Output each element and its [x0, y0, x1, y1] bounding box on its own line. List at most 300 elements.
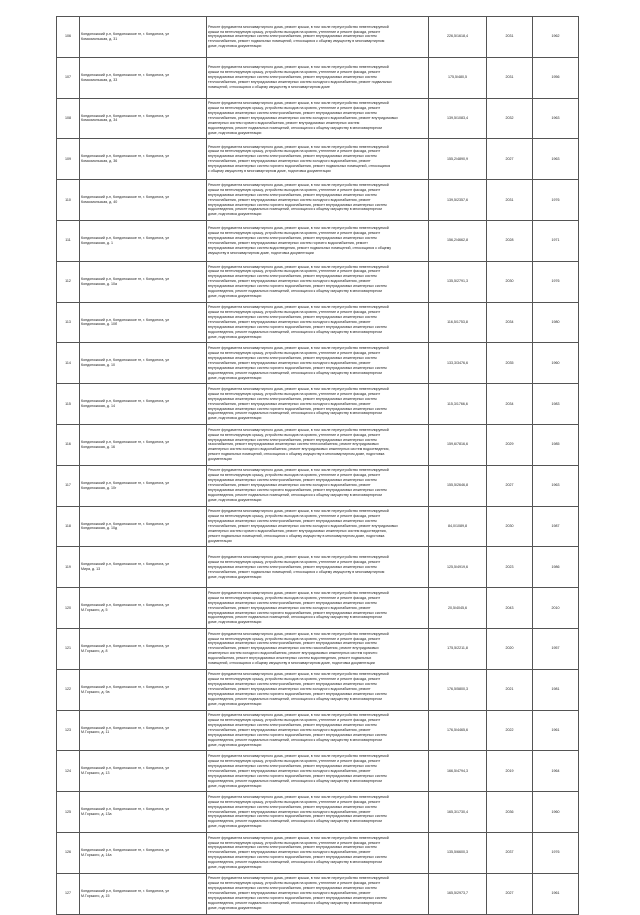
works-line: теплоснабжения, ремонт внутридомовых инженерных систем холодного водоснабжения, ремонт: [208, 850, 371, 855]
works-line: доме, подготовка документации: [208, 905, 262, 910]
address-cell: [80, 57, 207, 98]
address-line: Комсомольская, д. 40: [81, 200, 118, 205]
year-built-cell: 1961: [533, 873, 579, 914]
works-line: водоотведения, ремонт подвальных помещений, относящихся к общему имуществу в многоквартирном: [208, 819, 382, 824]
table-row: [57, 873, 579, 914]
address-cell: [80, 710, 207, 751]
address-line: Кондопожский р-н, Кондопожское гп, г. Кондопога, ул: [81, 521, 170, 526]
works-line: внутридомовых инженерных систем горячего водоснабжения, ремонт внутридомовых инженерных систем: [208, 284, 387, 289]
works-line: крыши на вентилируемую крышу, устройство выходов на кровлю, утепление и ремонт фасада, ремонт: [208, 595, 381, 600]
address-line: Кондопожский р-н, Кондопожское гп, г. Кондопога, ул: [81, 195, 170, 200]
address-line: М.Горького, д. 13: [81, 771, 110, 776]
works-line: крыши на вентилируемую крышу, устройство выходов на кровлю, утепление и ремонт фасада, ремонт: [208, 70, 381, 75]
works-line: доме, подготовка документации: [208, 212, 262, 217]
address-line: Комсомольская, д. 36: [81, 159, 118, 164]
works-line: Ремонт фундамента многоквартирного дома, ремонт крыши, в том числе переустройство невентилируемой: [208, 24, 389, 29]
row-number-cell: 115: [57, 384, 80, 425]
address-line: Кондопожский р-н, Кондопожское гп, г. Кондопога, ул: [81, 72, 170, 77]
works-cell: [207, 710, 429, 751]
works-line: документации: [208, 538, 232, 543]
table-row: [57, 547, 579, 588]
row-number-cell: 106: [57, 17, 80, 58]
address-line: Кондопожский р-н, Кондопожское гп, г. Кондопога, ул: [81, 113, 170, 118]
row-number-cell: 112: [57, 261, 80, 302]
works-line: крыши на вентилируемую крышу, устройство выходов на кровлю, утепление и ремонт фасада, ремонт: [208, 391, 381, 396]
address-line: Комсомольская, д. 34: [81, 118, 118, 123]
address-line: М.Горького, д. 14а: [81, 852, 112, 857]
works-line: Ремонт фундамента многоквартирного дома, ремонт крыши, в том числе переустройство невентилируемой: [208, 754, 389, 759]
works-line: доме, подготовка документации: [208, 416, 262, 421]
works-line: внутридомовых инженерных систем горячего водоснабжения, ремонт внутридомовых инженерных систем: [208, 406, 387, 411]
year-planned-cell: 2023: [487, 547, 533, 588]
works-line: теплоснабжения, ремонт подвальных помещений, относящихся к общему имуществу в многоквартирном: [208, 569, 385, 574]
works-line: инженерных систем горячего водоснабжения, ремонт внутридомовых инженерных систем: [208, 120, 360, 125]
works-line: инженерных систем горячего водоснабжения, ремонт внутридомовых инженерных систем водоотведения,: [208, 528, 387, 533]
year-built-cell: 1971: [533, 220, 579, 261]
table-row: [57, 261, 579, 302]
address-line: Мира, д. 13: [81, 567, 101, 572]
year-built-cell: 2010: [533, 588, 579, 629]
area-cell: 175,5/480,5: [429, 57, 487, 98]
works-line: крыши на вентилируемую крышу, устройство выходов на кровлю, утепление и ремонт фасада, ремонт: [208, 559, 381, 564]
works-line: доме, подготовка документации: [208, 574, 262, 579]
works-cell: [207, 751, 429, 792]
address-line: Кондопожская, д. 10д: [81, 526, 118, 531]
address-line: Кондопожский р-н, Кондопожское гп, г. Кондопога, ул: [81, 847, 170, 852]
address-cell: [80, 751, 207, 792]
works-line: внутридомовых инженерных систем горячего водоснабжения, ремонт внутридомовых инженерных систем: [208, 488, 387, 493]
works-line: помещений, относящихся к общему имуществу в многоквартирном доме, подготовка документации: [208, 661, 375, 666]
table-row: [57, 588, 579, 629]
works-line: Ремонт фундамента многоквартирного дома, ремонт крыши, в том числе переустройство невентилируемой: [208, 794, 389, 799]
works-line: теплоснабжения, ремонт подвальных помещений, относящихся к общему имуществу в многоквартирном: [208, 39, 385, 44]
address-line: Кондопожская, д. 1: [81, 240, 113, 245]
table-row: [57, 628, 579, 669]
works-line: внутридомовых инженерных систем электроснабжения, ремонт внутридомовых инженерных систем: [208, 274, 377, 279]
row-number-cell: 116: [57, 424, 80, 465]
works-cell: [207, 424, 429, 465]
address-cell: [80, 669, 207, 710]
address-cell: [80, 506, 207, 547]
address-cell: [80, 17, 207, 58]
works-line: водоотведения, ремонт подвальных помещений, относящихся к общему имуществу в многоквартирном: [208, 370, 382, 375]
works-line: Ремонт фундамента многоквартирного дома, ремонт крыши, в том числе переустройство невентилируемой: [208, 509, 389, 514]
table-row: [57, 139, 579, 180]
year-planned-cell: 2031: [487, 17, 533, 58]
works-line: теплоснабжения, ремонт внутридомовых инженерных систем холодного водоснабжения, ремонт: [208, 401, 371, 406]
year-built-cell: 1963: [533, 139, 579, 180]
works-line: внутридомовых инженерных систем электроснабжения, ремонт внутридомовых инженерных систем: [208, 682, 377, 687]
works-cell: [207, 343, 429, 384]
works-line: Ремонт фундамента многоквартирного дома, ремонт крыши, в том числе переустройство невентилируемой: [208, 386, 389, 391]
works-line: внутридомовых инженерных систем горячего водоснабжения, ремонт внутридомовых инженерных систем: [208, 692, 387, 697]
works-line: внутридомовых инженерных систем электроснабжения, ремонт внутридомовых инженерных систем: [208, 886, 377, 891]
row-number-cell: 110: [57, 180, 80, 221]
works-line: внутридомовых инженерных систем электроснабжения, ремонт внутридомовых инженерных систем: [208, 564, 377, 569]
works-line: доме, подготовка документации: [208, 824, 262, 829]
address-line: Кондопожский р-н, Кондопожское гп, г. Кондопога, ул: [81, 154, 170, 159]
address-line: М.Горького, д. 5: [81, 608, 108, 613]
area-cell: 135,5/2791,3: [429, 261, 487, 302]
address-cell: [80, 220, 207, 261]
address-line: Кондопожская, д. 10: [81, 363, 115, 368]
address-line: Кондопожский р-н, Кондопожское гп, г. Кондопога, ул: [81, 31, 170, 36]
works-cell: [207, 669, 429, 710]
works-line: теплоснабжения, ремонт внутридомовых инженерных систем холодного водоснабжения, ремонт: [208, 159, 371, 164]
works-line: теплоснабжения, ремонт внутридомовых инженерных систем холодного водоснабжения, ремонт: [208, 279, 371, 284]
area-cell: 139,5/1083,4: [429, 98, 487, 139]
address-line: М.Горького, д. 11: [81, 730, 110, 735]
year-planned-cell: 2021: [487, 669, 533, 710]
area-cell: 165,3/1730,4: [429, 792, 487, 833]
works-line: внутридомовых инженерных систем электроснабжения, ремонт внутридомовых инженерных систем: [208, 192, 377, 197]
works-line: доме, подготовка документации: [208, 130, 262, 135]
works-cell: [207, 832, 429, 873]
works-line: внутридомовых инженерных систем электроснабжения, ремонт внутридомовых инженерных систем: [208, 600, 377, 605]
table-row: [57, 792, 579, 833]
address-cell: [80, 628, 207, 669]
row-number-cell: 113: [57, 302, 80, 343]
address-cell: [80, 873, 207, 914]
works-line: крыши на вентилируемую крышу, устройство выходов на кровлю, утепление и ремонт фасада, ремонт: [208, 310, 381, 315]
works-line: внутридомовых инженерных систем горячего водоснабжения, ремонт внутридомовых инженерных систем: [208, 365, 387, 370]
works-line: внутридомовых инженерных систем электроснабжения, ремонт внутридомовых инженерных систем: [208, 804, 377, 809]
year-planned-cell: 2034: [487, 302, 533, 343]
address-line: Кондопожская, д. 10б: [81, 322, 118, 327]
works-line: внутридомовых инженерных систем горячего водоснабжения, ремонт подвальных помещений, относящихся: [208, 164, 391, 169]
works-line: Ремонт фундамента многоквартирного дома, ремонт крыши, в том числе переустройство невентилируемой: [208, 305, 389, 310]
works-cell: [207, 384, 429, 425]
works-line: водоотведения, ремонт подвальных помещений, относящихся к общему имуществу в многоквартирном: [208, 125, 382, 130]
area-cell: 115,3/1766,6: [429, 384, 487, 425]
year-planned-cell: 2031: [487, 57, 533, 98]
year-built-cell: 1960: [533, 792, 579, 833]
area-cell: 155,2/4890,9: [429, 139, 487, 180]
table-row: [57, 832, 579, 873]
address-cell: [80, 261, 207, 302]
works-line: водоотведения, ремонт подвальных помещений, относящихся к общему имуществу в многоквартирном: [208, 900, 382, 905]
works-line: внутридомовых инженерных систем электроснабжения, ремонт внутридомовых инженерных систем: [208, 437, 377, 442]
row-number-cell: 109: [57, 139, 80, 180]
area-cell: 116,5/1753,8: [429, 302, 487, 343]
works-line: ремонт подвальных помещений, относящихся к общему имуществу в многоквартирном доме, подготовка: [208, 452, 385, 457]
works-line: крыши на вентилируемую крышу, устройство выходов на кровлю, утепление и ремонт фасада, ремонт: [208, 636, 381, 641]
works-line: внутридомовых инженерных систем электроснабжения, ремонт внутридомовых инженерных систем: [208, 723, 377, 728]
address-line: Кондопожский р-н, Кондопожское гп, г. Кондопога, ул: [81, 684, 170, 689]
works-line: внутридомовых инженерных систем электроснабжения, ремонт внутридомовых инженерных систем: [208, 478, 377, 483]
year-built-cell: 1983: [533, 384, 579, 425]
year-planned-cell: 2028: [487, 220, 533, 261]
year-planned-cell: 2020: [487, 628, 533, 669]
works-line: водоснабжения, ремонт внутридомовых инженерных систем водоотведения, ремонт подвальных: [208, 656, 372, 661]
row-number-cell: 120: [57, 588, 80, 629]
works-line: теплоснабжения, ремонт внутридомовых инженерных систем холодного водоснабжения, ремонт: [208, 891, 371, 896]
works-line: внутридомовых инженерных систем электроснабжения, ремонт внутридомовых инженерных систем: [208, 34, 377, 39]
works-cell: [207, 873, 429, 914]
table-row: [57, 465, 579, 506]
year-planned-cell: 2027: [487, 139, 533, 180]
works-line: внутридомовых инженерных систем горячего водоснабжения, ремонт внутридомовых инженерных систем: [208, 773, 387, 778]
works-line: внутридомовых инженерных систем электроснабжения, ремонт внутридомовых инженерных систем: [208, 519, 377, 524]
table-row: [57, 98, 579, 139]
works-cell: [207, 465, 429, 506]
works-line: крыши на вентилируемую крышу, устройство выходов на кровлю, утепление и ремонт фасада, ремонт: [208, 351, 381, 355]
address-cell: [80, 98, 207, 139]
register-table-body: [57, 17, 579, 915]
works-cell: [207, 98, 429, 139]
works-line: крыши на вентилируемую крышу, устройство выходов на кровлю, утепление и ремонт фасада, ремонт: [208, 473, 381, 478]
works-line: внутридомовых инженерных систем электроснабжения, ремонт внутридомовых инженерных систем: [208, 235, 377, 240]
works-line: помещений, относящихся к общему имуществу в многоквартирном доме: [208, 85, 330, 90]
works-line: внутридомовых инженерных систем электроснабжения, ремонт внутридомовых инженерных систем: [208, 315, 377, 320]
works-line: Ремонт фундамента многоквартирного дома, ремонт крыши, в том числе переустройство невентилируемой: [208, 590, 389, 595]
address-line: Кондопожский р-н, Кондопожское гп, г. Кондопога, ул: [81, 358, 170, 363]
address-line: Кондопожский р-н, Кондопожское гп, г. Кондопога, ул: [81, 807, 170, 812]
row-number-cell: 111: [57, 220, 80, 261]
works-line: внутридомовых инженерных систем электроснабжения, ремонт внутридомовых инженерных систем: [208, 845, 377, 850]
works-line: внутридомовых инженерных систем электроснабжения, ремонт внутридомовых инженерных систем: [208, 154, 377, 159]
address-cell: [80, 180, 207, 221]
address-line: Кондопожский р-н, Кондопожское гп, г. Кондопога, ул: [81, 766, 170, 771]
address-cell: [80, 547, 207, 588]
works-line: водоотведения, ремонт подвальных помещений, относящихся к общему имуществу в многоквартирном: [208, 329, 382, 334]
works-line: внутридомовых инженерных систем электроснабжения, ремонт внутридомовых инженерных систем: [208, 355, 377, 360]
row-number-cell: 119: [57, 547, 80, 588]
year-built-cell: 1962: [533, 17, 579, 58]
area-cell: 175,5/2211,8: [429, 628, 487, 669]
year-built-cell: 1960: [533, 343, 579, 384]
works-line: внутридомовых инженерных систем горячего водоснабжения, ремонт внутридомовых инженерных систем: [208, 814, 387, 819]
works-cell: [207, 547, 429, 588]
year-planned-cell: 2034: [487, 384, 533, 425]
works-line: крыши на вентилируемую крышу, устройство выходов на кровлю, утепление и ремонт фасада, ремонт: [208, 677, 381, 682]
row-number-cell: 127: [57, 873, 80, 914]
works-line: инженерных систем холодного водоснабжения, ремонт внутридомовых инженерных систем горячего: [208, 651, 378, 656]
area-cell: 226,5/1618,4: [429, 17, 487, 58]
works-line: крыши на вентилируемую крышу, устройство выходов на кровлю, утепление и ремонт фасада, ремонт: [208, 799, 381, 804]
works-line: внутридомовых инженерных систем электроснабжения, ремонт внутридомовых инженерных систем: [208, 641, 377, 646]
year-built-cell: 1980: [533, 302, 579, 343]
works-line: теплоснабжения, ремонт внутридомовых инженерных систем холодного водоснабжения, ремонт подвальных: [208, 80, 392, 85]
works-line: газоснабжения, ремонт внутридомовых инженерных систем теплоснабжения, ремонт внутридомовых: [208, 442, 379, 447]
works-line: Ремонт фундамента многоквартирного дома, ремонт крыши, в том числе переустройство невентилируемой: [208, 65, 389, 70]
address-line: Кондопожский р-н, Кондопожское гп, г. Кондопога, ул: [81, 643, 170, 648]
works-cell: [207, 588, 429, 629]
works-line: доме, подготовка документации: [208, 620, 262, 625]
works-line: крыши на вентилируемую крышу, устройство выходов на кровлю, утепление и ремонт фасада, ремонт: [208, 187, 381, 192]
works-line: Ремонт фундамента многоквартирного дома, ремонт крыши, в том числе переустройство невентилируемой: [208, 346, 389, 351]
works-line: теплоснабжения, ремонт внутридомовых инженерных систем холодного водоснабжения, ремонт внутридомовых: [208, 524, 398, 528]
table-row: [57, 180, 579, 221]
works-line: Ремонт фундамента многоквартирного дома, ремонт крыши, в том числе переустройство невентилируемой: [208, 144, 389, 149]
works-line: доме, подготовка документации: [208, 783, 262, 788]
works-line: доме, подготовка документации: [208, 865, 262, 870]
address-line: Кондопожский р-н, Кондопожское гп, г. Кондопога, ул: [81, 888, 170, 893]
year-planned-cell: 2030: [487, 261, 533, 302]
year-planned-cell: 2027: [487, 873, 533, 914]
works-line: теплоснабжения, ремонт внутридомовых инженерных систем холодного водоснабжения, ремонт: [208, 768, 371, 773]
works-line: водоотведения, ремонт подвальных помещений, относящихся к общему имуществу в многоквартирном: [208, 860, 382, 865]
address-cell: [80, 302, 207, 343]
table-row: [57, 302, 579, 343]
area-cell: 176,5/5800,3: [429, 669, 487, 710]
year-built-cell: 1956: [533, 57, 579, 98]
row-number-cell: 123: [57, 710, 80, 751]
row-number-cell: 117: [57, 465, 80, 506]
works-line: внутридомовых инженерных систем электроснабжения, ремонт внутридомовых инженерных систем: [208, 111, 377, 116]
works-line: теплоснабжения, ремонт внутридомовых инженерных систем холодного водоснабжения, ремонт: [208, 727, 371, 732]
address-cell: [80, 424, 207, 465]
works-line: водоотведения, ремонт подвальных помещений, относящихся к общему имуществу в многоквартирном: [208, 737, 382, 742]
table-row: [57, 710, 579, 751]
works-line: доме, подготовка документации: [208, 497, 262, 502]
row-number-cell: 125: [57, 792, 80, 833]
table-row: [57, 17, 579, 58]
works-line: доме, подготовка документации: [208, 293, 262, 298]
table-row: [57, 57, 579, 98]
area-cell: 159,6/7816,6: [429, 424, 487, 465]
works-cell: [207, 302, 429, 343]
works-cell: [207, 180, 429, 221]
works-line: Ремонт фундамента многоквартирного дома, ремонт крыши, в том числе переустройство невентилируемой: [208, 672, 389, 677]
area-cell: 20,5/4045,6: [429, 588, 487, 629]
table-row: [57, 669, 579, 710]
year-built-cell: 1963: [533, 465, 579, 506]
address-line: Кондопожский р-н, Кондопожское гп, г. Кондопога, ул: [81, 439, 170, 444]
area-cell: 133,3/3476,6: [429, 343, 487, 384]
works-line: внутридомовых инженерных систем горячего водоснабжения, ремонт внутридомовых инженерных систем: [208, 610, 387, 615]
works-line: крыши на вентилируемую крышу, устройство выходов на кровлю, утепление и ремонт фасада, ремонт: [208, 758, 381, 763]
works-line: водоотведения, ремонт подвальных помещений, относящихся к общему имуществу в многоквартирном: [208, 697, 382, 701]
address-line: Комсомольская, д. 31: [81, 36, 118, 41]
works-line: теплоснабжения, ремонт внутридомовых инженерных систем холодного водоснабжения, ремонт: [208, 687, 371, 692]
row-number-cell: 114: [57, 343, 80, 384]
address-line: Кондопожский р-н, Кондопожское гп, г. Кондопога, ул: [81, 276, 170, 281]
works-line: Ремонт фундамента многоквартирного дома, ремонт крыши, в том числе переустройство невентилируемой: [208, 631, 389, 636]
year-planned-cell: 2030: [487, 506, 533, 547]
row-number-cell: 121: [57, 628, 80, 669]
works-line: доме, подготовка документации: [208, 44, 262, 49]
works-line: водоотведения, ремонт подвальных помещений, относящихся к общему имуществу в многоквартирном: [208, 615, 382, 620]
year-built-cell: 1976: [533, 832, 579, 873]
year-planned-cell: 2043: [487, 588, 533, 629]
works-line: крыши на вентилируемую крышу, устройство выходов на кровлю, утепление и ремонт фасада, ремонт: [208, 29, 381, 34]
year-built-cell: 1986: [533, 547, 579, 588]
works-line: теплоснабжения, ремонт внутридомовых инженерных систем холодного водоснабжения, ремонт: [208, 605, 371, 610]
works-cell: [207, 261, 429, 302]
area-cell: 165,5/2973,7: [429, 873, 487, 914]
works-line: внутридомовых инженерных систем электроснабжения, ремонт внутридомовых инженерных систем: [208, 763, 377, 768]
works-cell: [207, 220, 429, 261]
year-planned-cell: 2032: [487, 98, 533, 139]
works-line: внутридомовых инженерных систем электроснабжения, ремонт внутридомовых инженерных систем: [208, 396, 377, 401]
address-line: М.Горького, д. 15: [81, 893, 110, 898]
address-line: Кондопожский р-н, Кондопожское гп, г. Кондопога, ул: [81, 725, 170, 730]
year-built-cell: 1987: [533, 506, 579, 547]
address-cell: [80, 139, 207, 180]
works-line: Ремонт фундамента многоквартирного дома, ремонт крыши, в том числе переустройство невентилируемой: [208, 101, 389, 106]
address-cell: [80, 792, 207, 833]
works-line: крыши на вентилируемую крышу, устройство выходов на кровлю, утепление и ремонт фасада, ремонт: [208, 514, 381, 519]
table-row: [57, 506, 579, 547]
address-line: Кондопожский р-н, Кондопожское гп, г. Кондопога, ул: [81, 235, 170, 240]
address-cell: [80, 465, 207, 506]
address-line: Кондопожский р-н, Кондопожское гп, г. Кондопога, ул: [81, 603, 170, 608]
year-built-cell: 1963: [533, 98, 579, 139]
row-number-cell: 108: [57, 98, 80, 139]
address-cell: [80, 384, 207, 425]
works-line: крыши на вентилируемую крышу, устройство выходов на кровлю, утепление и ремонт фасада, ремонт: [208, 718, 381, 723]
works-line: водоотведения, ремонт подвальных помещений, относящихся к общему имуществу в многоквартирном: [208, 778, 382, 783]
works-line: внутридомовых инженерных систем горячего водоснабжения, ремонт внутридомовых инженерных систем: [208, 855, 387, 860]
year-planned-cell: 2031: [487, 180, 533, 221]
works-line: теплоснабжения, ремонт внутридомовых инженерных систем холодного водоснабжения, ремонт: [208, 483, 371, 488]
works-line: Ремонт фундамента многоквартирного дома, ремонт крыши, в том числе переустройство невентилируемой: [208, 468, 389, 473]
area-cell: 84,0/1089,8: [429, 506, 487, 547]
row-number-cell: 107: [57, 57, 80, 98]
year-built-cell: 1961: [533, 710, 579, 751]
area-cell: 139,5/2357,6: [429, 180, 487, 221]
address-line: Кондопожский р-н, Кондопожское гп, г. Кондопога, ул: [81, 317, 170, 322]
works-cell: [207, 628, 429, 669]
row-number-cell: 126: [57, 832, 80, 873]
table-row: [57, 751, 579, 792]
address-line: М.Горького, д. 8: [81, 648, 108, 653]
works-line: внутридомовых инженерных систем горячего водоснабжения, ремонт внутридомовых инженерных систем: [208, 202, 387, 207]
works-line: Ремонт фундамента многоквартирного дома, ремонт крыши, в том числе переустройство невентилируемой: [208, 835, 389, 840]
works-line: имуществу в многоквартирном доме, подготовка документации: [208, 250, 314, 255]
area-cell: 135,5/6600,3: [429, 832, 487, 873]
address-line: Кондопожский р-н, Кондопожское гп, г. Кондопога, ул: [81, 480, 170, 485]
address-cell: [80, 343, 207, 384]
year-planned-cell: 2019: [487, 751, 533, 792]
address-line: Кондопожский р-н, Кондопожское гп, г. Кондопога, ул: [81, 399, 170, 404]
area-cell: 155,5/2646,8: [429, 465, 487, 506]
works-line: теплоснабжения, ремонт внутридомовых инженерных систем холодного водоснабжения, ремонт внутридомовых: [208, 116, 398, 121]
works-line: Ремонт фундамента многоквартирного дома, ремонт крыши, в том числе переустройство невентилируемой: [208, 182, 389, 187]
year-built-cell: 1976: [533, 180, 579, 221]
area-cell: 166,5/4794,3: [429, 751, 487, 792]
works-cell: [207, 506, 429, 547]
works-line: документации: [208, 457, 232, 462]
works-line: к общему имуществу в многоквартирном доме, подготовка документации: [208, 169, 331, 174]
works-line: Ремонт фундамента многоквартирного дома, ремонт крыши, в том числе переустройство невентилируемой: [208, 427, 389, 432]
works-line: крыши на вентилируемую крышу, устройство выходов на кровлю, утепление и ремонт фасада, ремонт: [208, 432, 381, 437]
works-line: Ремонт фундамента многоквартирного дома, ремонт крыши, в том числе переустройство невентилируемой: [208, 554, 389, 559]
works-line: теплоснабжения, ремонт внутридомовых инженерных систем газоснабжения, ремонт внутридомовых: [208, 646, 379, 651]
works-line: внутридомовых инженерных систем электроснабжения, ремонт внутридомовых инженерных систем: [208, 75, 377, 80]
area-cell: 176,5/4465,6: [429, 710, 487, 751]
works-line: крыши на вентилируемую крышу, устройство выходов на кровлю, утепление и ремонт фасада, ремонт: [208, 881, 381, 886]
year-built-cell: 1985: [533, 424, 579, 465]
works-cell: [207, 139, 429, 180]
table-row: [57, 384, 579, 425]
address-cell: [80, 832, 207, 873]
table-row: [57, 424, 579, 465]
works-line: теплоснабжения, ремонт внутридомовых инженерных систем холодного водоснабжения, ремонт: [208, 197, 371, 202]
address-line: Комсомольская, д. 33: [81, 77, 118, 82]
year-planned-cell: 2035: [487, 343, 533, 384]
works-cell: [207, 17, 429, 58]
year-planned-cell: 2029: [487, 424, 533, 465]
works-line: водоотведения, ремонт подвальных помещений, относящихся к общему имуществу в многоквартирном: [208, 289, 382, 294]
works-line: доме, подготовка документации: [208, 334, 262, 339]
table-row: [57, 220, 579, 261]
works-line: теплоснабжения, ремонт внутридомовых инженерных систем холодного водоснабжения, ремонт: [208, 320, 371, 325]
address-line: М.Горького, д. 9а: [81, 689, 110, 694]
row-number-cell: 124: [57, 751, 80, 792]
address-line: Кондопожская, д. 10а: [81, 281, 117, 286]
